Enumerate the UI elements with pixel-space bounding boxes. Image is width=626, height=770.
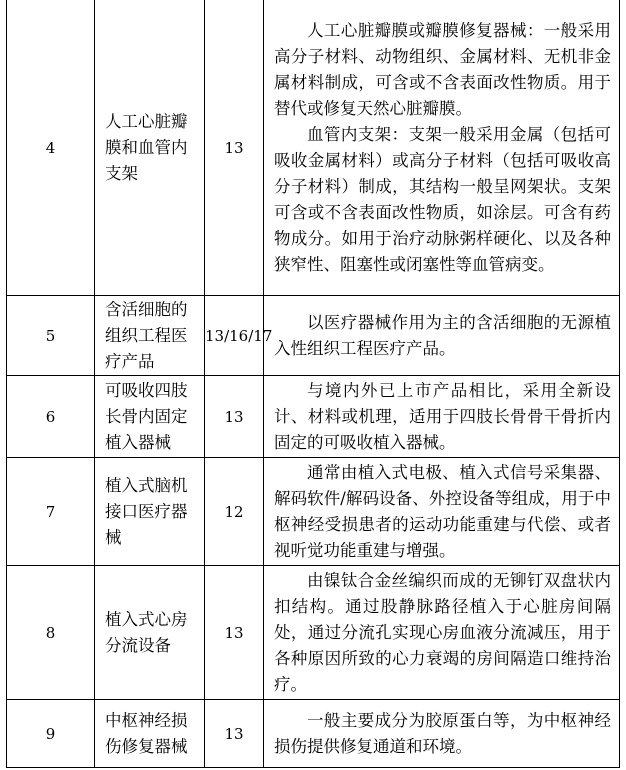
description-paragraph: 以医疗器械作用为主的含活细胞的无源植入性组织工程医疗产品。 — [274, 312, 611, 358]
category-code: 13/16/17 — [205, 296, 264, 376]
table-row — [7, 566, 620, 700]
product-name: 可吸收四肢长骨内固定植入器械 — [95, 376, 205, 458]
row-number: 4 — [7, 0, 95, 296]
row-number: 9 — [7, 700, 95, 768]
product-description — [264, 700, 620, 768]
description-paragraph: 人工心脏瓣膜或瓣膜修复器械：一般采用高分子材料、动物组织、金属材料、无机非金属材料制成，可含或不含表面改性物质。用于替代或修复天然心脏瓣膜。 — [274, 20, 611, 118]
product-name: 人工心脏瓣膜和血管内支架 — [95, 0, 205, 296]
row-number: 5 — [7, 296, 95, 376]
category-code: 13 — [205, 376, 264, 458]
device-catalog-table — [6, 0, 620, 768]
table-row — [7, 700, 620, 768]
product-description — [264, 0, 620, 296]
category-code: 13 — [205, 700, 264, 768]
row-number: 7 — [7, 458, 95, 566]
description-paragraph: 一般主要成分为胶原蛋白等，为中枢神经损伤提供修复通道和环境。 — [274, 710, 611, 756]
product-description — [264, 296, 620, 376]
table-row — [7, 458, 620, 566]
table-row — [7, 376, 620, 458]
row-number: 6 — [7, 376, 95, 458]
description-paragraph: 通常由植入式电极、植入式信号采集器、解码软件/解码设备、外控设备等组成，用于中枢神经受损患者的运动功能重建与代偿、或者视听觉功能重建与增强。 — [274, 462, 611, 560]
category-code: 13 — [205, 566, 264, 700]
product-description — [264, 458, 620, 566]
table-row — [7, 0, 620, 296]
product-name: 含活细胞的组织工程医疗产品 — [95, 296, 205, 376]
product-name: 植入式心房分流设备 — [95, 566, 205, 700]
product-name: 植入式脑机接口医疗器械 — [95, 458, 205, 566]
description-paragraph: 与境内外已上市产品相比，采用全新设计、材料或机理，适用于四肢长骨骨干骨折内固定的可吸收植入器械。 — [274, 380, 611, 452]
description-paragraph: 血管内支架：支架一般采用金属（包括可吸收金属材料）或高分子材料（包括可吸收高分子材料）制成，其结构一般呈网架状。支架可含或不含表面改性物质，如涂层。可含有药物成分。如用于治疗动脉粥样硬化、以及各种狭窄性、阻塞性或闭塞性等血管病变。 — [274, 124, 611, 274]
row-number: 8 — [7, 566, 95, 700]
product-description — [264, 376, 620, 458]
category-code: 12 — [205, 458, 264, 566]
category-code: 13 — [205, 0, 264, 296]
product-name: 中枢神经损伤修复器械 — [95, 700, 205, 768]
description-paragraph: 由镍钛合金丝编织而成的无铆钉双盘状内扣结构。通过股静脉路径植入于心脏房间隔处，通过分流孔实现心房血液分流减压，用于各种原因所致的心力衰竭的房间隔造口维持治疗。 — [274, 570, 611, 694]
table-row — [7, 296, 620, 376]
product-description — [264, 566, 620, 700]
